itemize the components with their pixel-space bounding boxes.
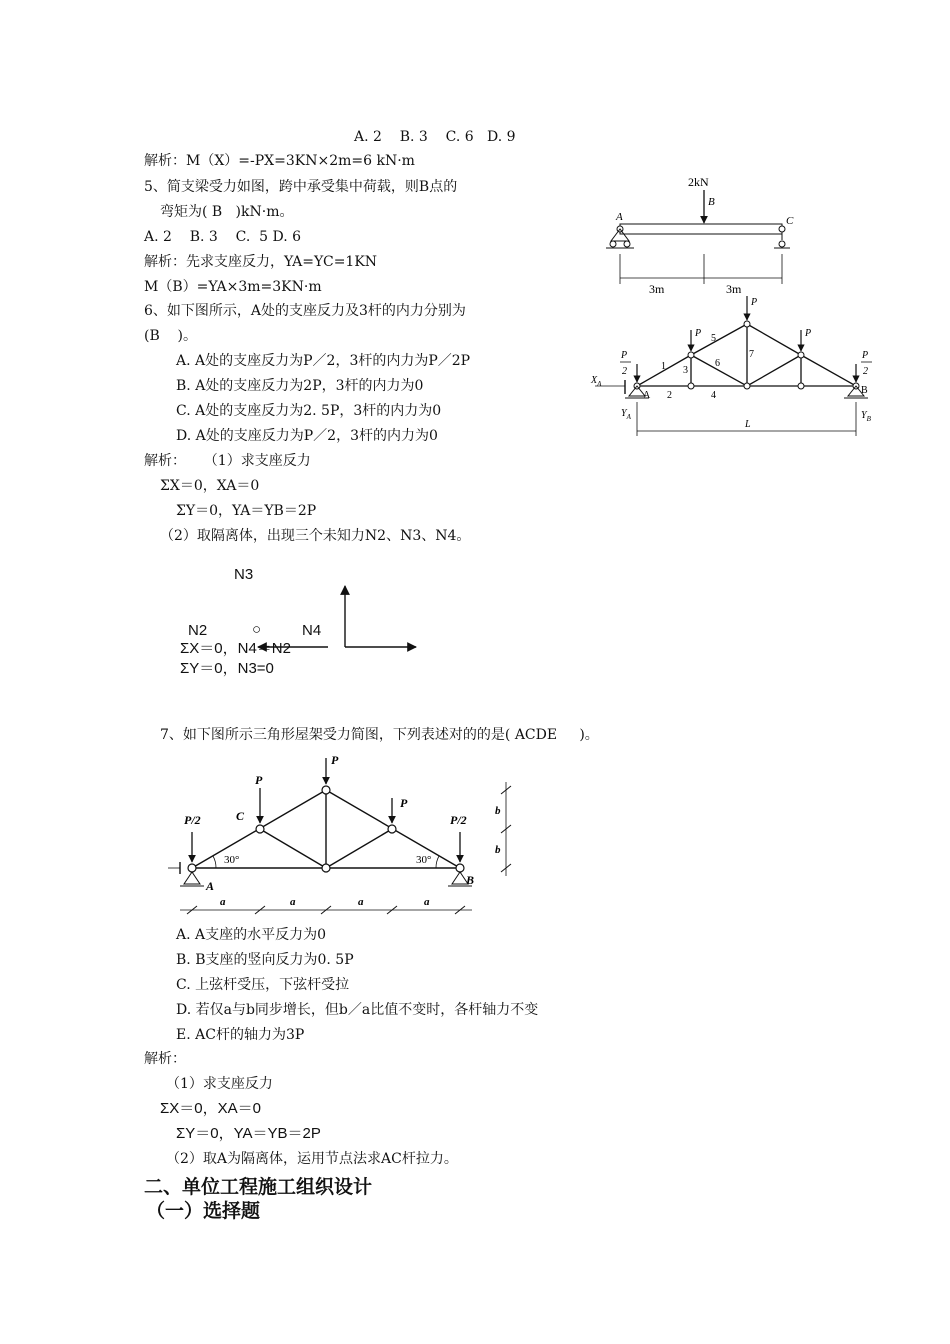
q7-load-top: P (331, 753, 339, 767)
q6-eq4: ΣY＝0，N3=0 (180, 660, 274, 677)
q7-dim-a-3: a (358, 896, 364, 908)
fbd-arrows (230, 580, 430, 660)
q7-load-half-right: P/2 (450, 813, 467, 827)
q5-load-label: 2kN (688, 175, 709, 189)
q6-truss-figure (585, 294, 885, 438)
q5-analysis-line1: 解析：先求支座反力，YA=YC=1KN (144, 254, 378, 270)
q5-roller-c (779, 241, 785, 247)
fbd-n4-label: N4 (302, 622, 322, 639)
q7-label-c: C (236, 809, 245, 823)
q7-stem: 7、如下图所示三角形屋架受力简图，下列表述对的的是( ACDE )。 (160, 727, 599, 743)
q5-span2: 3m (726, 282, 742, 296)
q7-label-b: B (466, 873, 475, 887)
q6-stem-line2: (B )。 (144, 328, 198, 344)
q6-eq3: ΣX＝0，N4＝N2 (180, 640, 291, 657)
q7-label-a: A (206, 879, 215, 893)
q7-step2: （2）取A为隔离体，运用节点法求AC杆拉力。 (166, 1151, 458, 1167)
q5-analysis-line2: M（B）=YA×3m=3KN·m (144, 279, 322, 295)
q7-option-c: C. 上弦杆受压，下弦杆受拉 (176, 977, 350, 993)
q6-load-top: P (751, 297, 758, 308)
q6-option-d: D. A处的支座反力为P／2，3杆的内力为0 (176, 428, 438, 444)
q6-eq1: ΣX＝0，XA＝0 (160, 478, 260, 494)
q5-stem-line1: 5、简支梁受力如图，跨中承受集中荷载，则B点的 (144, 179, 458, 195)
q6-eq2: ΣY＝0，YA＝YB＝2P (176, 503, 317, 519)
q5-label-b: B (708, 196, 715, 208)
fbd-node-symbol: ○ (252, 621, 262, 638)
q6-member-label-2: 2 (667, 390, 672, 401)
q7-load-left: P (255, 773, 263, 787)
q6-option-c: C. A处的支座反力为2. 5P，3杆的内力为0 (176, 403, 442, 419)
q6-stem-line1: 6、如下图所示，A处的支座反力及3杆的内力分别为 (144, 303, 466, 319)
q6-xa: $X_A$ (591, 375, 602, 388)
q7-dim-b-1: b (495, 805, 501, 817)
q4-analysis: 解析：M（X）=-PX=3KN×2m=6 kN·m (144, 153, 415, 169)
q5-beam-figure (600, 172, 800, 300)
q6-yb: $Y_B$ (861, 410, 871, 423)
q6-member-label-1: 1 (661, 361, 666, 372)
subsection-title: （一）选择题 (146, 1200, 261, 1222)
q6-half-left-num: P (621, 350, 628, 361)
q6-member-label-4: 4 (711, 390, 716, 401)
q5-pin-c (779, 226, 785, 232)
q5-label-c: C (786, 215, 794, 227)
q4-options: A. 2 B. 3 C. 6 D. 9 (354, 129, 516, 145)
q7-angle-right: 30° (416, 854, 432, 866)
q7-load-half-left: P/2 (184, 813, 201, 827)
q7-option-b: B. B支座的竖向反力为0. 5P (176, 952, 354, 968)
q6-load-left: P (695, 328, 702, 339)
section-title: 二、单位工程施工组织设计 (144, 1176, 373, 1198)
q7-load-right: P (400, 796, 408, 810)
fbd-n3-label: N3 (234, 566, 254, 583)
q7-option-a: A. A支座的水平反力为0 (176, 927, 327, 943)
q6-label-b: B (861, 385, 868, 396)
q6-label-a: A (643, 390, 651, 401)
q7-diagonal-left (260, 829, 326, 868)
q7-step1: （1）求支座反力 (166, 1076, 273, 1092)
q7-option-e: E. AC杆的轴力为3P (176, 1027, 305, 1043)
q6-member-label-6: 6 (715, 358, 720, 369)
q7-truss-figure (150, 752, 530, 922)
q7-diagonal-right (326, 829, 392, 868)
q5-options: A. 2 B. 3 C. 5 D. 6 (144, 229, 302, 245)
q6-analysis-label: 解析： （1）求支座反力 (144, 453, 311, 469)
q7-dim-a-2: a (290, 896, 296, 908)
q7-analysis-label: 解析： (144, 1051, 186, 1067)
q7-option-d: D. 若仅a与b同步增长，但b／a比值不变时，各杆轴力不变 (176, 1002, 539, 1018)
q7-dim-a-1: a (220, 896, 226, 908)
q5-stem-line2: 弯矩为( B )kN·m。 (160, 204, 294, 220)
q5-beam (620, 224, 782, 234)
q6-option-a: A. A处的支座反力为P／2，3杆的内力为P／2P (176, 353, 471, 369)
q6-half-right-den: 2 (863, 366, 868, 377)
q6-load-right: P (805, 328, 812, 339)
q6-member-label-3: 3 (683, 365, 688, 376)
q7-angle-left: 30° (224, 854, 240, 866)
q7-eq2: ΣY＝0，YA＝YB＝2P (176, 1125, 321, 1142)
q7-dim-a-4: a (424, 896, 430, 908)
q7-support-a (184, 872, 200, 884)
q6-member-label-7: 7 (749, 349, 754, 360)
q6-ya: $Y_A$ (621, 408, 631, 421)
q7-eq1: ΣX＝0，XA＝0 (160, 1100, 261, 1117)
q6-option-b: B. A处的支座反力为2P，3杆的内力为0 (176, 378, 424, 394)
q6-half-right-num: P (862, 350, 869, 361)
q5-label-a: A (616, 211, 623, 223)
fbd-n2-label: N2 (188, 622, 208, 639)
q6-span-label: L (745, 419, 751, 430)
q6-half-left-den: 2 (622, 366, 627, 377)
q7-dim-b-2: b (495, 844, 501, 856)
q6-member-label-5: 5 (711, 333, 716, 344)
q6-step2: （2）取隔离体，出现三个未知力N2、N3、N4。 (160, 528, 471, 544)
q5-span1: 3m (649, 282, 665, 296)
